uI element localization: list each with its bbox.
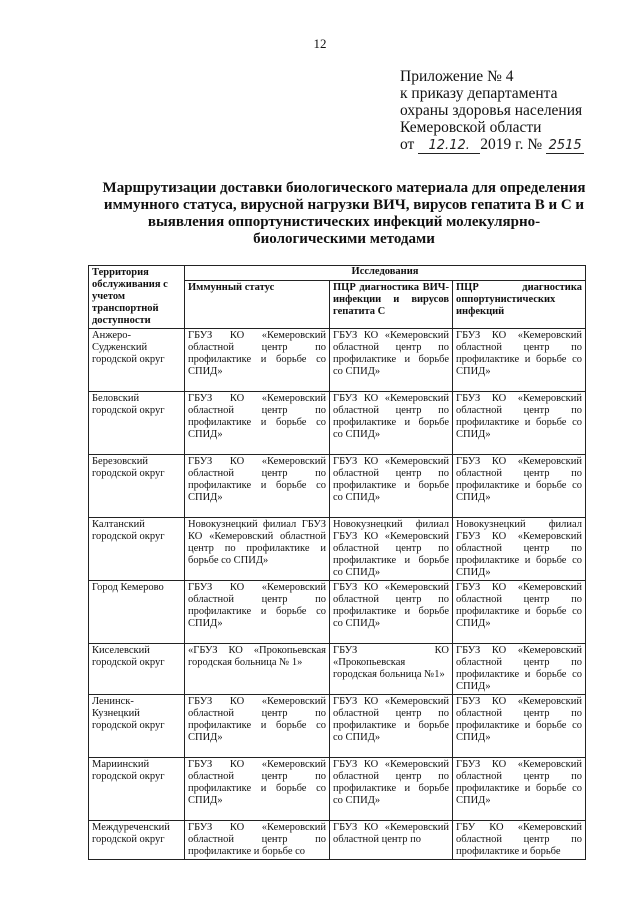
pcr-hiv-cell: ГБУЗ КО «Кемеровский областной центр по профилактике и борьбе со СПИД» xyxy=(330,758,453,821)
pcr-hiv-cell: ГБУЗ КО «Кемеровский областной центр по профилактике и борьбе со СПИД» xyxy=(330,392,453,455)
immune-status-cell: ГБУЗ КО «Кемеровский областной центр по профилактике и борьбе со СПИД» xyxy=(185,392,330,455)
table-row xyxy=(89,581,586,644)
pcr-hiv-cell: Новокузнецкий филиал ГБУЗ КО «Кемеровский областной центр по профилактике и борьбе со СПИД» xyxy=(330,518,453,581)
territory-cell: Город Кемерово xyxy=(89,581,185,644)
title-line-4: биологическими методами xyxy=(253,231,435,247)
appendix-line-3: охраны здоровья населения xyxy=(400,102,583,119)
pcr-hiv-cell: ГБУЗ КО «Кемеровский областной центр по профилактике и борьбе со СПИД» xyxy=(330,695,453,758)
pcr-opportunistic-cell: ГБУЗ КО «Кемеровский областной центр по профилактике и борьбе со СПИД» xyxy=(453,644,586,695)
header-territory: Территория обслуживания с учетом транспортной доступности xyxy=(89,266,185,329)
pcr-hiv-cell: ГБУЗ КО «Кемеровский областной центр по профилактике и борьбе со СПИД» xyxy=(330,455,453,518)
immune-status-cell: «ГБУЗ КО «Прокопьевская городская больница № 1» xyxy=(185,644,330,695)
appendix-year: 2019 г. № xyxy=(480,136,543,153)
header-research-group: Исследования xyxy=(185,266,586,281)
appendix-from: от xyxy=(400,136,415,153)
territory-cell: Киселевский городской округ xyxy=(89,644,185,695)
pcr-opportunistic-cell: ГБУЗ КО «Кемеровский областной центр по профилактике и борьбе со СПИД» xyxy=(453,758,586,821)
pcr-opportunistic-cell: Новокузнецкий филиал ГБУЗ КО «Кемеровский областной центр по профилактике и борьбе со СПИД» xyxy=(453,518,586,581)
title-line-1: Маршрутизации доставки биологического материала для определения xyxy=(102,180,586,196)
pcr-opportunistic-cell: ГБУ КО «Кемеровский областной центр по профилактике и борьбе xyxy=(453,821,586,860)
table-row xyxy=(89,455,586,518)
immune-status-cell: ГБУЗ КО «Кемеровский областной центр по профилактике и борьбе со xyxy=(185,821,330,860)
table-row xyxy=(89,329,586,392)
pcr-opportunistic-cell: ГБУЗ КО «Кемеровский областной центр по профилактике и борьбе со СПИД» xyxy=(453,581,586,644)
immune-status-cell: ГБУЗ КО «Кемеровский областной центр по профилактике и борьбе со СПИД» xyxy=(185,581,330,644)
territory-cell: Березовский городской округ xyxy=(89,455,185,518)
header-pcr-hiv-hepatitis: ПЦР диагностика ВИЧ-инфекции и вирусов гепатита С xyxy=(330,280,453,328)
table-row xyxy=(89,821,586,860)
pcr-opportunistic-cell: ГБУЗ КО «Кемеровский областной центр по профилактике и борьбе со СПИД» xyxy=(453,695,586,758)
header-pcr-opportunistic: ПЦР диагностика оппортунистических инфекций xyxy=(453,280,586,328)
pcr-hiv-cell: ГБУЗ КО «Кемеровский областной центр по xyxy=(330,821,453,860)
table-row xyxy=(89,758,586,821)
territory-cell: Анжеро-Судженский городской округ xyxy=(89,329,185,392)
immune-status-cell: ГБУЗ КО «Кемеровский областной центр по профилактике и борьбе со СПИД» xyxy=(185,329,330,392)
page-number: 12 xyxy=(313,36,327,51)
order-number-handwritten: 2515 xyxy=(548,138,582,153)
pcr-hiv-cell: ГБУЗ КО «Кемеровский областной центр по профилактике и борьбе со СПИД» xyxy=(330,581,453,644)
header-immune-status: Иммунный статус xyxy=(185,280,330,328)
immune-status-cell: ГБУЗ КО «Кемеровский областной центр по профилактике и борьбе со СПИД» xyxy=(185,455,330,518)
table-row xyxy=(89,644,586,695)
immune-status-cell: Новокузнецкий филиал ГБУЗ КО «Кемеровский областной центр по профилактике и борьбе со СПИД» xyxy=(185,518,330,581)
order-number-field xyxy=(546,138,584,154)
pcr-opportunistic-cell: ГБУЗ КО «Кемеровский областной центр по профилактике и борьбе со СПИД» xyxy=(453,455,586,518)
appendix-date-line xyxy=(400,136,630,154)
order-date-field xyxy=(418,138,480,154)
territory-cell: Ленинск-Кузнецкий городской округ xyxy=(89,695,185,758)
pcr-opportunistic-cell: ГБУЗ КО «Кемеровский областной центр по профилактике и борьбе со СПИД» xyxy=(453,392,586,455)
immune-status-cell: ГБУЗ КО «Кемеровский областной центр по профилактике и борьбе со СПИД» xyxy=(185,695,330,758)
territory-cell: Калтанский городской округ xyxy=(89,518,185,581)
order-date-handwritten: 12.12. xyxy=(428,138,470,153)
table-row xyxy=(89,518,586,581)
appendix-line-2: к приказу департамента xyxy=(400,85,558,102)
pcr-hiv-cell: ГБУЗ КО «Кемеровский областной центр по профилактике и борьбе со СПИД» xyxy=(330,329,453,392)
title-line-2: иммунного статуса, вирусной нагрузки ВИЧ, вирусов гепатита В и С и xyxy=(103,197,585,213)
pcr-opportunistic-cell: ГБУЗ КО «Кемеровский областной центр по профилактике и борьбе со СПИД» xyxy=(453,329,586,392)
immune-status-cell: ГБУЗ КО «Кемеровский областной центр по профилактике и борьбе со СПИД» xyxy=(185,758,330,821)
table-row xyxy=(89,695,586,758)
document-title xyxy=(96,180,592,248)
territory-cell: Беловский городской округ xyxy=(89,392,185,455)
appendix-block xyxy=(400,68,630,154)
routing-table xyxy=(88,265,586,860)
table-row xyxy=(89,392,586,455)
territory-cell: Мариинский городской округ xyxy=(89,758,185,821)
territory-cell: Междуреченский городской округ xyxy=(89,821,185,860)
appendix-line-1: Приложение № 4 xyxy=(400,68,514,85)
title-line-3: выявления оппортунистических инфекций молекулярно- xyxy=(147,214,541,230)
appendix-line-4: Кемеровской области xyxy=(400,119,542,136)
pcr-hiv-cell: ГБУЗ КО «Прокопьевская городская больница №1» xyxy=(330,644,453,695)
